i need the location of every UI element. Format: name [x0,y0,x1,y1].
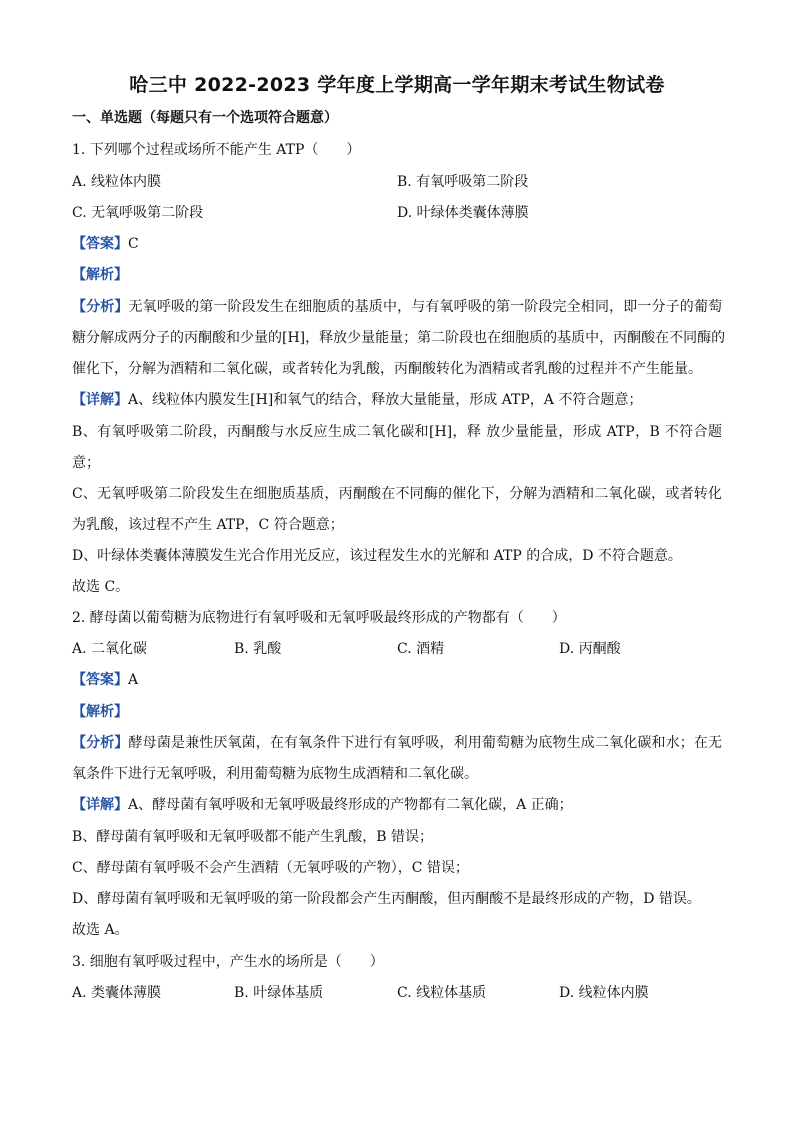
fenxi-text: 酵母菌是兼性厌氧菌，在有氧条件下进行有氧呼吸，利用葡萄糖为底物生成二氧化碳和水；在无 [128,735,723,751]
q3-option-c: C. 线粒体基质 [397,985,487,1001]
q2-option-b: B. 乳酸 [234,641,282,657]
q2-option-c: C. 酒精 [397,641,445,657]
detail-text: A、线粒体内膜发生[H]和氧气的结合，释放大量能量，形成 ATP，A 不符合题意； [128,392,643,408]
xiangjie-tag: 【详解】 [72,797,128,813]
q2-fenxi-line-1 [72,734,722,752]
q2-option-a: A. 二氧化碳 [72,641,148,657]
q2-detail-b: B、酵母菌有氧呼吸和无氧呼吸都不能产生乳酸，B 错误； [72,829,434,845]
analysis-tag: 【解析】 [72,267,128,283]
answer-tag: 【答案】 [72,672,128,688]
answer-value: A [128,672,139,688]
fenxi-tag: 【分析】 [72,735,129,751]
q1-detail-a [72,391,722,409]
detail-text: A、酵母菌有氧呼吸和无氧呼吸最终形成的产物都有二氧化碳，A 正确； [128,797,573,813]
answer-tag: 【答案】 [72,236,128,252]
q1-detail-b-2: 意； [72,455,100,471]
q1-detail-c-1: C、无氧呼吸第二阶段发生在细胞质基质，丙酮酸在不同酶的催化下，分解为酒精和二氧化碳，或者转化 [72,486,722,502]
q3-option-d: D. 线粒体内膜 [559,985,649,1001]
q1-fenxi-line-2: 糖分解成两分子的丙酮酸和少量的[H]，释放少量能量；第二阶段也在细胞质的基质中，丙酮酸在不同酶的 [72,330,726,346]
q2-detail-c: C、酵母菌有氧呼吸不会产生酒精（无氧呼吸的产物），C 错误； [72,860,469,876]
q1-stem: 1. 下列哪个过程或场所不能产生 ATP（ ） [72,142,361,158]
answer-value: C [128,236,139,252]
q1-option-a: A. 线粒体内膜 [72,174,162,190]
fenxi-tag: 【分析】 [72,299,129,315]
q2-detail-a [72,796,722,814]
q1-option-b: B. 有氧呼吸第二阶段 [397,174,529,190]
fenxi-text: 无氧呼吸的第一阶段发生在细胞质的基质中，与有氧呼吸的第一阶段完全相同，即一分子的葡萄 [128,299,723,315]
q1-answer [72,235,722,253]
q1-fenxi-line-3: 催化下，分解为酒精和二氧化碳，或者转化为乳酸，丙酮酸转化为酒精或者乳酸的过程并不产生能量。 [72,361,702,377]
exam-title: 哈三中 2022-2023 学年度上学期高一学年期末考试生物试卷 [129,74,665,96]
q1-detail-b-1: B、有氧呼吸第二阶段，丙酮酸与水反应生成二氧化碳和[H]，释 放少量能量，形成 ATP，B 不符合题 [72,424,722,440]
q2-option-d: D. 丙酮酸 [559,641,621,657]
q2-fenxi-line-2: 氧条件下进行无氧呼吸，利用葡萄糖为底物生成酒精和二氧化碳。 [72,766,478,782]
q2-detail-d: D、酵母菌有氧呼吸和无氧呼吸的第一阶段都会产生丙酮酸，但丙酮酸不是最终形成的产物，D 错误。 [72,891,701,907]
q1-fenxi-line-1 [72,298,722,316]
q2-stem: 2. 酵母菌以葡萄糖为底物进行有氧呼吸和无氧呼吸最终形成的产物都有（ ） [72,610,566,626]
q3-option-b: B. 叶绿体基质 [234,985,324,1001]
q2-answer [72,671,722,689]
q2-analysis-heading [72,703,722,721]
q1-option-c: C. 无氧呼吸第二阶段 [72,205,204,221]
q3-option-a: A. 类囊体薄膜 [72,985,162,1001]
q1-option-d: D. 叶绿体类囊体薄膜 [397,205,529,221]
q1-detail-c-2: 为乳酸，该过程不产生 ATP，C 符合题意； [72,517,344,533]
section-heading: 一、单选题（每题只有一个选项符合题意） [72,110,338,126]
q1-conclusion: 故选 C。 [72,579,130,595]
q1-analysis-heading [72,266,722,284]
xiangjie-tag: 【详解】 [72,392,128,408]
q1-detail-d: D、叶绿体类囊体薄膜发生光合作用光反应，该过程发生水的光解和 ATP 的合成，D 不符合题意。 [72,548,682,564]
analysis-tag: 【解析】 [72,704,128,720]
q2-conclusion: 故选 A。 [72,922,129,938]
q3-stem: 3. 细胞有氧呼吸过程中，产生水的场所是（ ） [72,954,384,970]
